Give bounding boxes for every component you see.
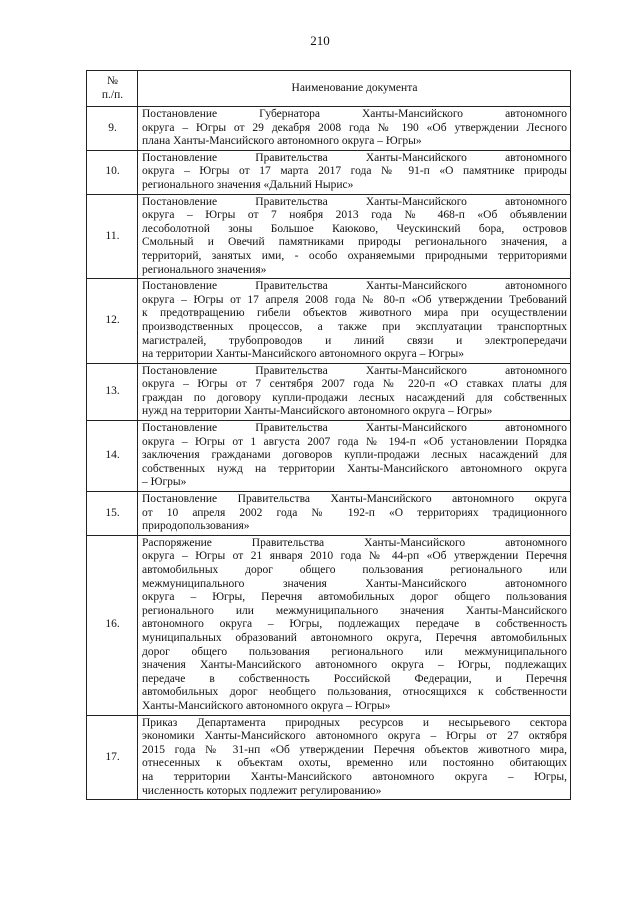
document-name-line: Постановление Правительства Ханты-Мансийского автономного bbox=[142, 280, 567, 293]
document-name-line: межмуниципального значения Ханты-Мансийского автономного bbox=[142, 577, 567, 590]
document-name-line: экономики Ханты-Мансийского автономного округа – Югры от 27 октября bbox=[142, 730, 567, 743]
table-row bbox=[87, 363, 571, 420]
table-row bbox=[87, 715, 571, 800]
document-name-line: лесоболотной зоны Большое Каюково, Чеускинский бора, островов bbox=[142, 222, 567, 235]
table-header-row bbox=[87, 71, 571, 107]
page-number: 210 bbox=[310, 33, 330, 48]
document-name bbox=[138, 715, 571, 800]
document-name bbox=[138, 107, 571, 151]
documents-table bbox=[86, 70, 571, 800]
document-name-line: собственных нужд на территории Ханты-Мансийского автономного округа bbox=[142, 462, 567, 475]
document-name-line: Постановление Правительства Ханты-Мансийского автономного bbox=[142, 195, 567, 208]
row-number: 10. bbox=[87, 150, 138, 194]
document-name-line: численность которых подлежит регулированию» bbox=[142, 784, 382, 797]
row-number: 12. bbox=[87, 279, 138, 364]
document-name-line: дорог общего пользования регионального или межмуниципального bbox=[142, 645, 567, 658]
document-name-line: округа – Югры от 17 марта 2017 года № 91-п «О памятнике природы bbox=[142, 165, 567, 178]
document-name bbox=[138, 492, 571, 536]
document-name-line: округа – Югры, Перечня автомобильных дорог общего пользования bbox=[142, 591, 567, 604]
document-name-line: регионального или межмуниципального значения Ханты-Мансийского bbox=[142, 604, 567, 617]
table-row bbox=[87, 150, 571, 194]
document-name-line: автомобильных дорог необщего пользования, относящихся к собственности bbox=[142, 686, 567, 699]
document-name-line: 2015 года № 31-нп «Об утверждении Перечня объектов животного мира, bbox=[142, 743, 567, 756]
row-number: 11. bbox=[87, 194, 138, 279]
document-name-line: плана Ханты-Мансийского автономного округа – Югры» bbox=[142, 135, 422, 148]
row-number: 16. bbox=[87, 535, 138, 715]
document-name-line: на территории Ханты-Мансийского автономного округа – Югры, bbox=[142, 770, 567, 783]
table-row bbox=[87, 535, 571, 715]
document-name-line: Постановление Правительства Ханты-Мансийского автономного bbox=[142, 364, 567, 377]
document-name-line: нужд на территории Ханты-Мансийского автономного округа – Югры» bbox=[142, 405, 493, 418]
document-name bbox=[138, 279, 571, 364]
document-name-line: производственных процессов, а также при эксплуатации транспортных bbox=[142, 320, 567, 333]
row-number: 15. bbox=[87, 492, 138, 536]
document-name-line: граждан по договору купли-продажи лесных насаждений для собственных bbox=[142, 391, 567, 404]
document-name bbox=[138, 194, 571, 279]
table-body bbox=[87, 107, 571, 800]
document-name-line: округа – Югры от 7 ноября 2013 года № 468-п «Об объявлении bbox=[142, 209, 567, 222]
document-name-line: Ханты-Мансийского автономного округа – Югры» bbox=[142, 699, 391, 712]
document-name-line: автомобильных дорог общего пользования регионального или bbox=[142, 564, 567, 576]
document-name-line: округа – Югры от 7 сентября 2007 года № 220-п «О ставках платы для bbox=[142, 378, 567, 391]
table-row bbox=[87, 107, 571, 151]
document-name-line: Постановление Правительства Ханты-Мансийского автономного bbox=[142, 422, 567, 435]
document-name bbox=[138, 421, 571, 492]
document-name-line: территорий, занятых ими, - особо охраняемыми природными территориями bbox=[142, 249, 567, 262]
document-name bbox=[138, 535, 571, 715]
document-name-line: природопользования» bbox=[142, 520, 250, 533]
document-name-line: Распоряжение Правительства Ханты-Мансийского автономного bbox=[142, 536, 567, 549]
row-number: 17. bbox=[87, 715, 138, 800]
column-header-number-text: № п./п. bbox=[101, 74, 124, 101]
document-name-line: заключения гражданами договоров купли-продажи лесных насаждений для bbox=[142, 449, 567, 462]
document-name-line: регионального значения» bbox=[142, 263, 267, 276]
document-name bbox=[138, 363, 571, 420]
document-name-line: значения Ханты-Мансийского автономного округа – Югры, подлежащих bbox=[142, 659, 567, 672]
column-header-number bbox=[87, 71, 138, 107]
document-name-line: Приказ Департамента природных ресурсов и несырьевого сектора bbox=[142, 716, 567, 729]
table-row bbox=[87, 421, 571, 492]
document-name-line: от 10 апреля 2002 года № 192-п «О территориях традиционного bbox=[142, 506, 567, 519]
table-row bbox=[87, 194, 571, 279]
table-row bbox=[87, 279, 571, 364]
document-name-line: отнесенных к объектам охоты, временно или постоянно обитающих bbox=[142, 757, 567, 770]
document-name-line: Постановление Правительства Ханты-Мансийского автономного bbox=[142, 151, 567, 164]
document-name-line: Смольный и Овечий памятниками природы регионального значения, а bbox=[142, 236, 567, 249]
document-name-line: округа – Югры от 17 апреля 2008 года № 80-п «Об утверждении Требований bbox=[142, 293, 567, 306]
document-name-line: магистралей, трубопроводов и линий связи и электропередачи bbox=[142, 334, 567, 347]
document-name-line: автономного округа – Югры, подлежащих передаче в собственность bbox=[142, 618, 567, 631]
row-number: 13. bbox=[87, 363, 138, 420]
document-name-line: муниципальных образований автономного округа, Перечня автомобильных bbox=[142, 631, 567, 644]
document-name-line: округа – Югры от 21 января 2010 года № 44-рп «Об утверждении Перечня bbox=[142, 550, 567, 563]
table-row bbox=[87, 492, 571, 536]
row-number: 9. bbox=[87, 107, 138, 151]
document-name-line: округа – Югры от 1 августа 2007 года № 194-п «Об установлении Порядка bbox=[142, 435, 567, 448]
column-header-name: Наименование документа bbox=[138, 71, 571, 107]
document-name-line: регионального значения «Дальний Нырис» bbox=[142, 178, 354, 191]
document-name-line: округа – Югры от 29 декабря 2008 года № 190 «Об утверждении Лесного bbox=[142, 121, 567, 134]
row-number: 14. bbox=[87, 421, 138, 492]
document-name-line: Постановление Губернатора Ханты-Мансийского автономного bbox=[142, 108, 567, 120]
document-name-line: Постановление Правительства Ханты-Мансийского автономного округа bbox=[142, 493, 567, 506]
document-name bbox=[138, 150, 571, 194]
document-name-line: – Югры» bbox=[142, 476, 187, 489]
document-name-line: передаче в собственность Российской Федерации, и Перечня bbox=[142, 672, 567, 685]
document-name-line: к предотвращению гибели объектов животного мира при осуществлении bbox=[142, 307, 567, 320]
document-name-line: на территории Ханты-Мансийского автономного округа – Югры» bbox=[142, 348, 464, 361]
